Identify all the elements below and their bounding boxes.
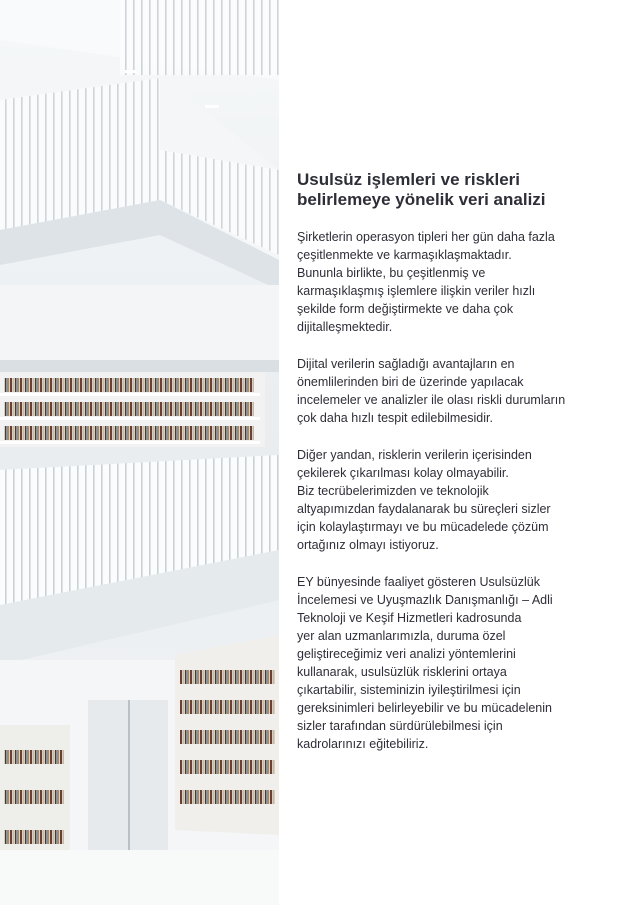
paragraph-line: karmaşıklaşmış işlemlere ilişkin veriler hızlı	[297, 284, 536, 298]
paragraph-line: incelemeler ve analizler ile olası riskli durumların	[297, 393, 566, 407]
paragraph-line: Biz tecrübelerimizden ve teknolojik	[297, 484, 489, 498]
paragraph-line: ortağınız olmayı istiyoruz.	[297, 538, 439, 552]
paragraph-line: çeşitlenmekte ve karmaşıklaşmaktadır.	[297, 248, 512, 262]
title-line: Usulsüz işlemleri ve riskleri	[297, 170, 521, 189]
body-paragraph	[297, 355, 597, 427]
paragraph-line: çekilerek çıkarılması kolay olmayabilir.	[297, 466, 509, 480]
paragraph-line: sizler tarafından sürdürülebilmesi için	[297, 719, 503, 733]
paragraph-line: EY bünyesinde faaliyet gösteren Usulsüzlük	[297, 575, 540, 589]
paragraph-line: altyapımızdan faydalanarak bu süreçleri sizler	[297, 502, 551, 516]
title-line: belirlemeye yönelik veri analizi	[297, 190, 546, 209]
paragraph-line: İncelemesi ve Uyuşmazlık Danışmanlığı – Adli	[297, 593, 553, 607]
paragraph-line: yer alan uzmanlarımızla, duruma özel	[297, 629, 506, 643]
page-title	[297, 170, 597, 210]
paragraph-line: gereksinimleri belirleyebilir ve bu mücadelenin	[297, 701, 552, 715]
text-column	[297, 170, 597, 772]
paragraph-line: dijitalleşmektedir.	[297, 320, 393, 334]
paragraph-line: Teknoloji ve Keşif Hizmetleri kadrosunda	[297, 611, 522, 625]
paragraph-line: Bununla birlikte, bu çeşitlenmiş ve	[297, 266, 486, 280]
paragraph-line: önemlilerinden biri de üzerinde yapılacak	[297, 375, 524, 389]
paragraph-line: çok daha hızlı tespit edilebilmesidir.	[297, 411, 493, 425]
paragraph-line: kullanarak, usulsüzlük risklerini ortaya	[297, 665, 507, 679]
paragraph-line: Diğer yandan, risklerin verilerin içerisinden	[297, 448, 532, 462]
paragraph-line: Şirketlerin operasyon tipleri her gün daha fazla	[297, 230, 555, 244]
body-paragraph	[297, 573, 597, 753]
body-paragraph	[297, 228, 597, 336]
paragraph-line: çıkartabilir, sisteminizin iyileştirilmesi için	[297, 683, 521, 697]
paragraph-line: Dijital verilerin sağladığı avantajların en	[297, 357, 515, 371]
body-paragraph	[297, 446, 597, 554]
paragraph-line: geliştireceğimiz veri analizi yöntemlerini	[297, 647, 516, 661]
paragraph-line: için kolaylaştırmayı ve bu mücadelede çözüm	[297, 520, 549, 534]
library-interior-photo	[0, 0, 279, 905]
paragraph-line: kadrolarınızı eğitebiliriz.	[297, 737, 429, 751]
paragraph-line: şekilde form değiştirmekte ve daha çok	[297, 302, 514, 316]
